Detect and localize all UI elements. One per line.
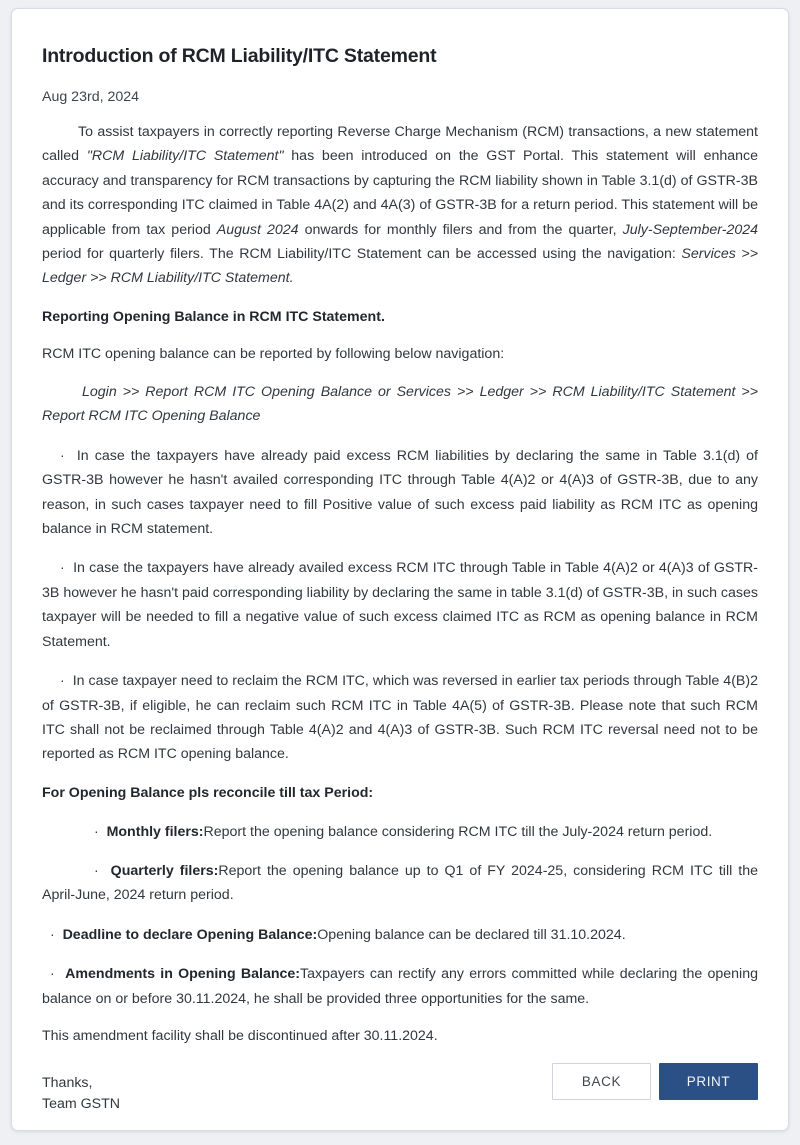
bullet-item-amendments (42, 961, 758, 1011)
quarterly-filers-text: Report the opening balance up to Q1 of FY 2024-25, considering RCM ITC till the April-June, 2024 return period. (42, 862, 758, 904)
tax-period-quarter: July-September-2024 (622, 221, 759, 238)
signoff-thanks: Thanks, (42, 1074, 93, 1091)
intro-text-part-1: To assist taxpayers in correctly reporting Reverse Charge Mechanism (RCM) transactions, a new statement called (42, 123, 758, 165)
announcement-card (11, 8, 789, 1131)
back-button[interactable]: BACK (552, 1063, 651, 1100)
intro-text-part-3: onwards for monthly filers and from the quarter, (298, 221, 623, 238)
bullet-dot-icon: · (60, 446, 65, 463)
bullet-item-monthly-filers (42, 819, 758, 844)
signoff-team: Team GSTN (42, 1095, 121, 1112)
deadline-label: Deadline to declare Opening Balance: (62, 926, 318, 943)
statement-name-quoted: "RCM Liability/ITC Statement" (86, 148, 284, 165)
subheading-reconcile-till-tax-period: For Opening Balance pls reconcile till tax Period: (42, 784, 374, 801)
bullet-item-excess-paid-liability (42, 443, 758, 542)
navigation-services-ledger: Services >> Ledger >> RCM Liability/ITC Statement. (42, 245, 758, 287)
bullet-item-excess-availed-itc (42, 555, 758, 654)
action-buttons (552, 1063, 758, 1100)
bullet-dot-icon: · (50, 965, 55, 982)
bullet-dot-icon: · (60, 559, 65, 576)
navigation-path-text: Login >> Report RCM ITC Opening Balance or Services >> Ledger >> RCM Liability/ITC Statement >> Report RCM ITC Opening Balance (42, 383, 758, 425)
quarterly-filers-label: Quarterly filers: (110, 862, 219, 879)
bullet-dot-icon: · (94, 822, 99, 839)
closing-note: This amendment facility shall be discontinued after 30.11.2024. (42, 1028, 438, 1045)
bullet-dot-icon: · (50, 925, 55, 942)
deadline-text: Opening balance can be declared till 31.10.2024. (317, 926, 626, 943)
bullet-3-text: In case taxpayer need to reclaim the RCM ITC, which was reversed in earlier tax periods through Table 4(B)2 of GSTR-3B, if eligible, he can reclaim such RCM ITC in Table 4A(5) of GSTR-3B. Please note that such RCM ITC shall not be reclaimed through Table 4(A)2 and 4(A)3 of GSTR-3B. Such RCM ITC reversal need not to be reported as RCM ITC opening balance. (42, 673, 758, 763)
page-title: Introduction of RCM Liability/ITC Statement (42, 45, 437, 67)
amendments-label: Amendments in Opening Balance: (65, 966, 301, 983)
intro-text-part-2: has been introduced on the GST Portal. This statement will enhance accuracy and transparency for RCM transactions by capturing the RCM liability shown in Table 3.1(d) of GSTR-3B and its corresponding ITC claimed in Table 4A(2) and 4A(3) of GSTR-3B for a return period. This statement will be applicable from tax period (42, 148, 759, 238)
tax-period-august: August 2024 (216, 221, 299, 238)
bullet-item-quarterly-filers (42, 858, 758, 908)
print-button[interactable]: PRINT (659, 1063, 758, 1100)
navigation-intro-text: RCM ITC opening balance can be reported by following below navigation: (42, 345, 505, 362)
bullet-dot-icon: · (94, 861, 99, 878)
publish-date: Aug 23rd, 2024 (42, 89, 140, 106)
amendments-text: Taxpayers can rectify any errors committed while declaring the opening balance on or before 30.11.2024, he shall be provided three opportunities for the same. (42, 966, 758, 1007)
bullet-2-text: In case the taxpayers have already availed excess RCM ITC through Table in Table 4(A)2 or 4(A)3 of GSTR-3B however he hasn't paid corresponding liability by declaring the same in table 3.1(d) of GSTR-3B, in such cases taxpayer will be needed to fill a negative value of such excess claimed ITC as RCM as opening balance in RCM Statement. (42, 560, 758, 650)
bullet-1-text: In case the taxpayers have already paid excess RCM liabilities by declaring the same in Table 3.1(d) of GSTR-3B however he hasn't availed corresponding ITC through Table 4(A)2 or 4(A)3 of GSTR-3B, due to any reason, in such cases taxpayer need to fill Positive value of such excess paid liability as RCM ITC as opening balance in RCM statement. (42, 447, 758, 538)
intro-paragraph (42, 120, 758, 291)
subheading-reporting-opening-balance: Reporting Opening Balance in RCM ITC Statement. (42, 308, 385, 325)
intro-text-part-4: period for quarterly filers. The RCM Liability/ITC Statement can be accessed using the navigation: (42, 245, 682, 262)
bullet-item-reclaim-rcm-itc (42, 668, 758, 767)
bullet-item-deadline (42, 922, 758, 947)
bullet-dot-icon: · (60, 672, 65, 689)
monthly-filers-text: Report the opening balance considering RCM ITC till the July-2024 return period. (203, 823, 713, 840)
monthly-filers-label: Monthly filers: (106, 823, 204, 840)
